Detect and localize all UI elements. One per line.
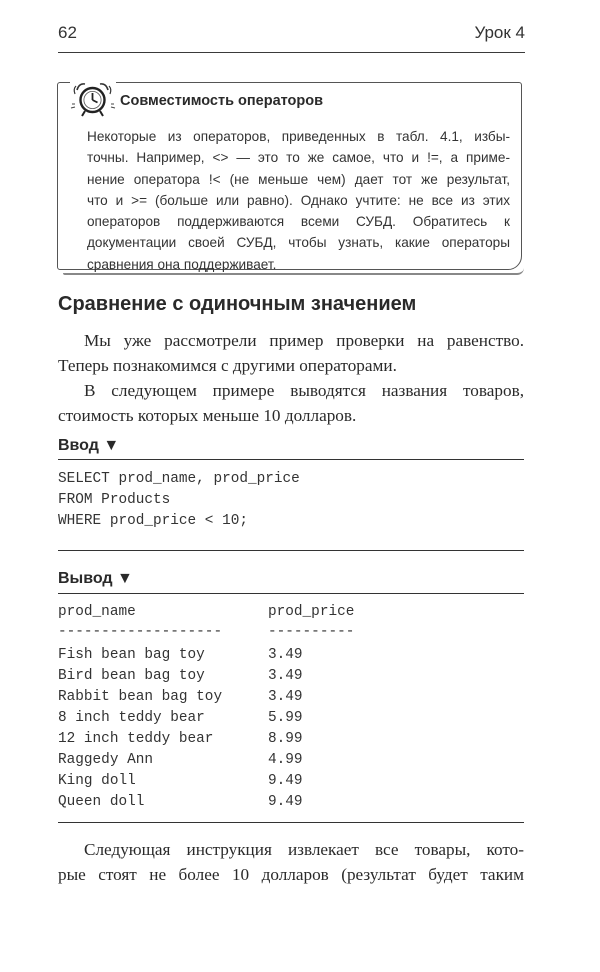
- output-separator: ----------: [268, 624, 355, 640]
- output-rule-bottom: [58, 822, 524, 823]
- paragraph: [58, 379, 524, 428]
- paragraph-line: Следующая инструкция извлекает все товары, кото-: [84, 840, 524, 859]
- note-line: что и >= (больше или равно). Однако учтите: не все из этих: [87, 192, 510, 208]
- output-row-price: 3.49: [268, 668, 303, 684]
- output-row-price: 3.49: [268, 689, 303, 705]
- output-row-name: Fish bean bag toy: [58, 647, 205, 663]
- output-row-name: Bird bean bag toy: [58, 668, 205, 684]
- input-rule-bottom: [58, 550, 524, 551]
- output-row-name: Rabbit bean bag toy: [58, 689, 223, 705]
- output-row-price: 9.49: [268, 773, 303, 789]
- note-text: [87, 126, 510, 275]
- output-header-name: prod_name: [58, 604, 136, 620]
- output-row-name: King doll: [58, 773, 136, 789]
- output-header-price: prod_price: [268, 604, 355, 620]
- note-line: нение оператора !< (не меньше чем) дает тот же результат,: [87, 171, 510, 187]
- code-line: FROM Products: [58, 492, 171, 508]
- output-row-price: 3.49: [268, 647, 303, 663]
- output-separator: -------------------: [58, 624, 223, 640]
- input-label: Ввод ▼: [58, 437, 120, 454]
- paragraph: [58, 838, 524, 887]
- output-rule-top: [58, 593, 524, 594]
- paragraph-line: Мы уже рассмотрели пример проверки на равенство.: [84, 331, 524, 350]
- paragraph-line: В следующем примере выводятся названия товаров,: [84, 381, 524, 400]
- output-row-price: 8.99: [268, 731, 303, 747]
- output-row-name: Raggedy Ann: [58, 752, 153, 768]
- alarm-clock-icon: [70, 78, 116, 120]
- note-title: Совместимость операторов: [120, 93, 324, 109]
- output-row-price: 4.99: [268, 752, 303, 768]
- paragraph-line: Теперь познакомимся с другими операторами.: [58, 355, 397, 375]
- output-row-name: 12 inch teddy bear: [58, 731, 214, 747]
- output-label: Вывод ▼: [58, 570, 133, 587]
- output-row-name: 8 inch teddy bear: [58, 710, 205, 726]
- note-line: сравнения она поддерживает.: [87, 256, 277, 272]
- lesson-label: Урок 4: [474, 23, 525, 42]
- note-line: Некоторые из операторов, приведенных в табл. 4.1, избы-: [87, 129, 510, 144]
- running-head: [58, 22, 525, 53]
- output-row-name: Queen doll: [58, 794, 145, 810]
- input-rule-top: [58, 459, 524, 460]
- page-number: 62: [58, 23, 77, 42]
- code-line: WHERE prod_price < 10;: [58, 513, 248, 529]
- output-row-price: 9.49: [268, 794, 303, 810]
- note-line: операторов поддерживаются всеми СУБД. Обратитесь к: [87, 214, 510, 230]
- paragraph-line: рые стоят не более 10 долларов (результат будет таким: [58, 864, 524, 884]
- note-line: точны. Например, <> — это то же самое, что и !=, а приме-: [87, 150, 510, 166]
- paragraph: [58, 329, 524, 378]
- output-row-price: 5.99: [268, 710, 303, 726]
- code-line: SELECT prod_name, prod_price: [58, 471, 300, 487]
- paragraph-line: стоимость которых меньше 10 долларов.: [58, 405, 357, 425]
- note-line: документации своей СУБД, чтобы узнать, какие операторы: [87, 235, 510, 251]
- section-heading: Сравнение с одиночным значением: [58, 293, 417, 315]
